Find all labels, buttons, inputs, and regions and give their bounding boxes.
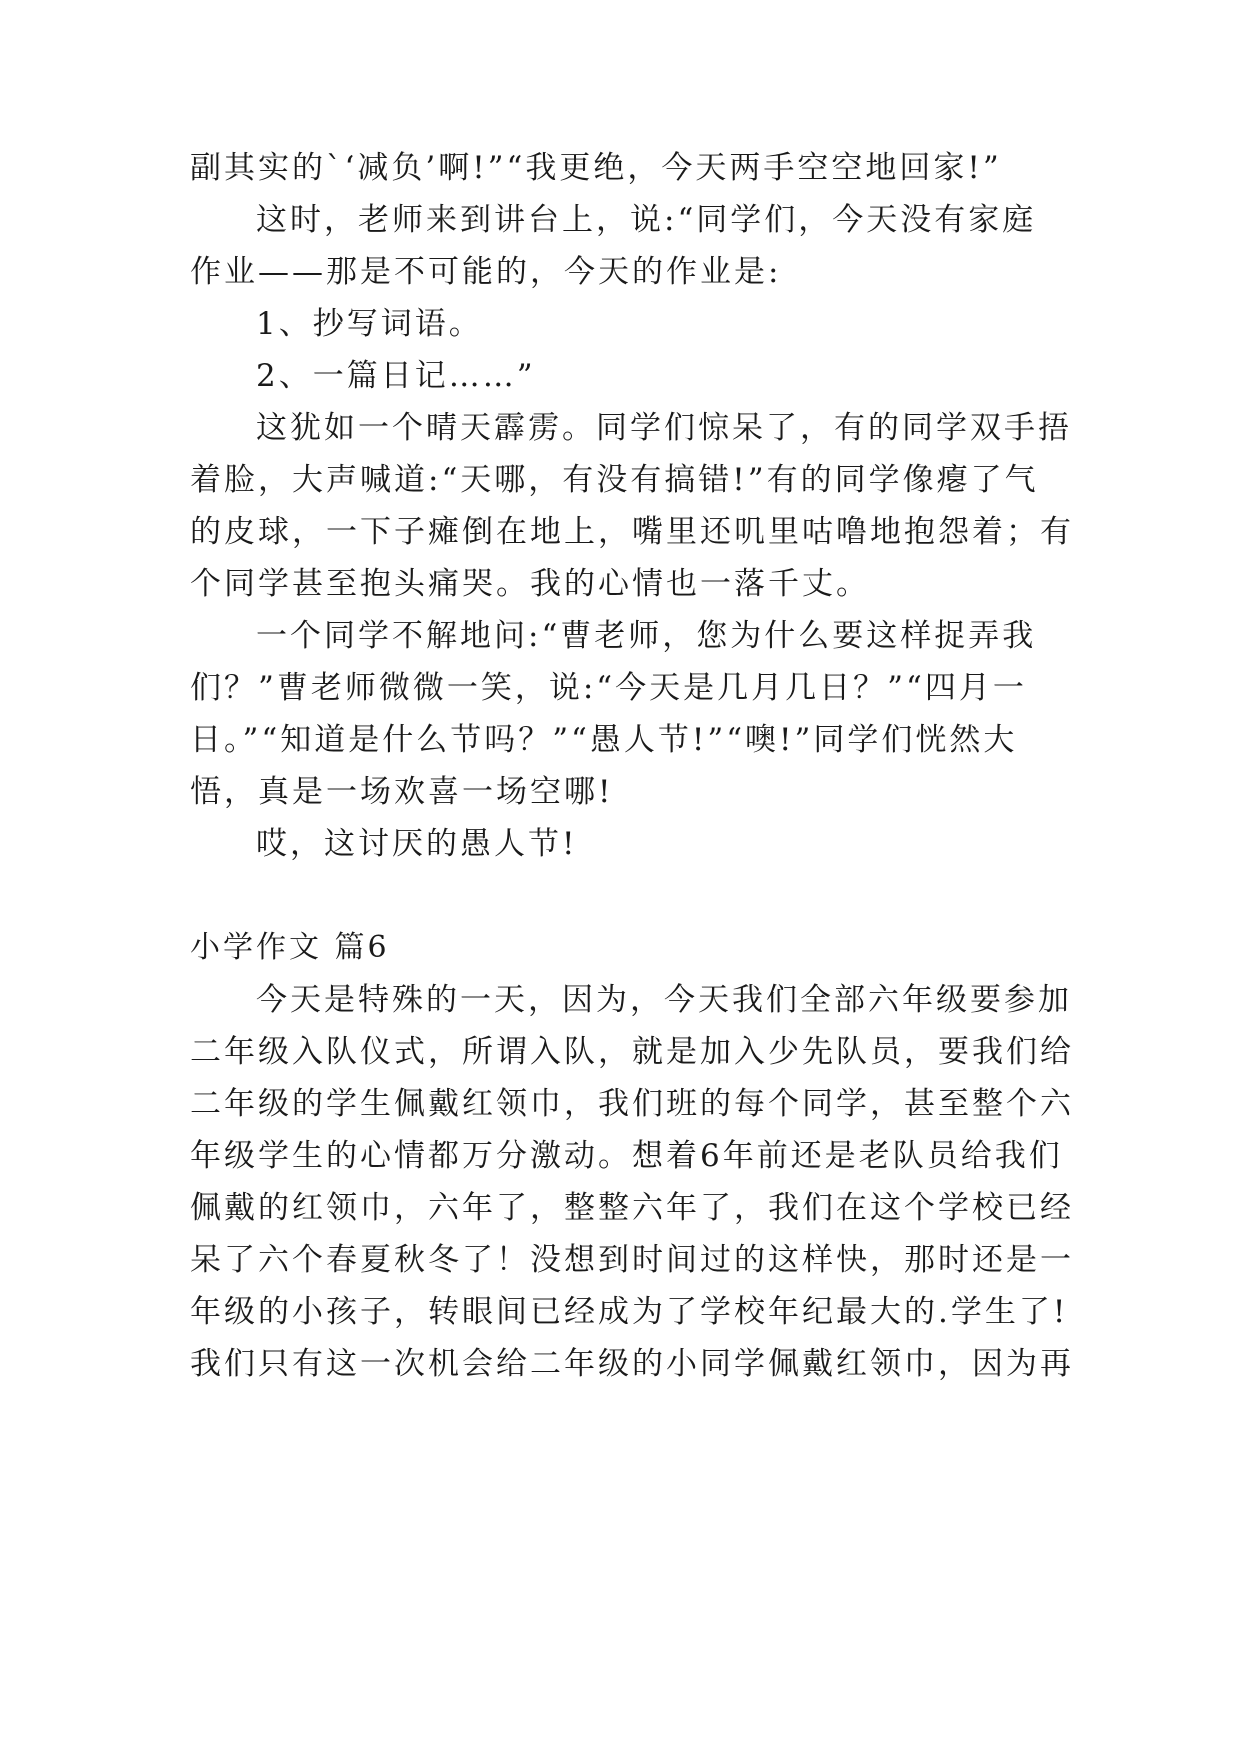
text-line: 今天是特殊的一天，因为，今天我们全部六年级要参加 — [256, 982, 1072, 1018]
text-line: 哎，这讨厌的愚人节! — [256, 826, 578, 862]
text-line: 1、抄写词语。 — [256, 306, 483, 342]
text-line: 着脸，大声喊道:“天哪，有没有搞错!”有的同学像瘪了气 — [190, 462, 1039, 498]
text-line: 年级学生的心情都万分激动。想着6年前还是老队员给我们 — [190, 1138, 1063, 1174]
text-line: 呆了六个春夏秋冬了！没想到时间过的这样快，那时还是一 — [190, 1242, 1074, 1278]
text-line: 副其实的`‘减负’啊!”“我更绝，今天两手空空地回家!” — [190, 150, 1002, 186]
text-line: 这犹如一个晴天霹雳。同学们惊呆了，有的同学双手捂 — [256, 410, 1072, 446]
text-line: 作业——那是不可能的，今天的作业是: — [190, 254, 782, 290]
text-line: 的皮球，一下子瘫倒在地上，嘴里还叽里咕噜地抱怨着；有 — [190, 514, 1074, 550]
text-line: 日。”“知道是什么节吗？”“愚人节!”“噢!”同学们恍然大 — [190, 722, 1018, 758]
text-line: 个同学甚至抱头痛哭。我的心情也一落千丈。 — [190, 566, 870, 602]
text-line: 我们只有这一次机会给二年级的小同学佩戴红领巾，因为再 — [190, 1346, 1074, 1382]
text-line: 二年级入队仪式，所谓入队，就是加入少先队员，要我们给 — [190, 1034, 1074, 1070]
text-line: 佩戴的红领巾，六年了，整整六年了，我们在这个学校已经 — [190, 1190, 1074, 1226]
text-line: 一个同学不解地问:“曹老师，您为什么要这样捉弄我 — [256, 618, 1037, 654]
section-heading: 小学作文 篇6 — [190, 930, 390, 965]
text-line: 悟，真是一场欢喜一场空哪! — [190, 774, 614, 810]
text-line: 们？”曹老师微微一笑，说:“今天是几月几日？”“四月一 — [190, 670, 1027, 706]
text-line: 二年级的学生佩戴红领巾，我们班的每个同学，甚至整个六 — [190, 1086, 1074, 1122]
text-line: 这时，老师来到讲台上，说:“同学们，今天没有家庭 — [256, 202, 1037, 238]
text-line: 年级的小孩子，转眼间已经成为了学校年纪最大的.学生了! — [190, 1294, 1069, 1330]
text-line: 2、一篇日记……” — [256, 358, 536, 394]
